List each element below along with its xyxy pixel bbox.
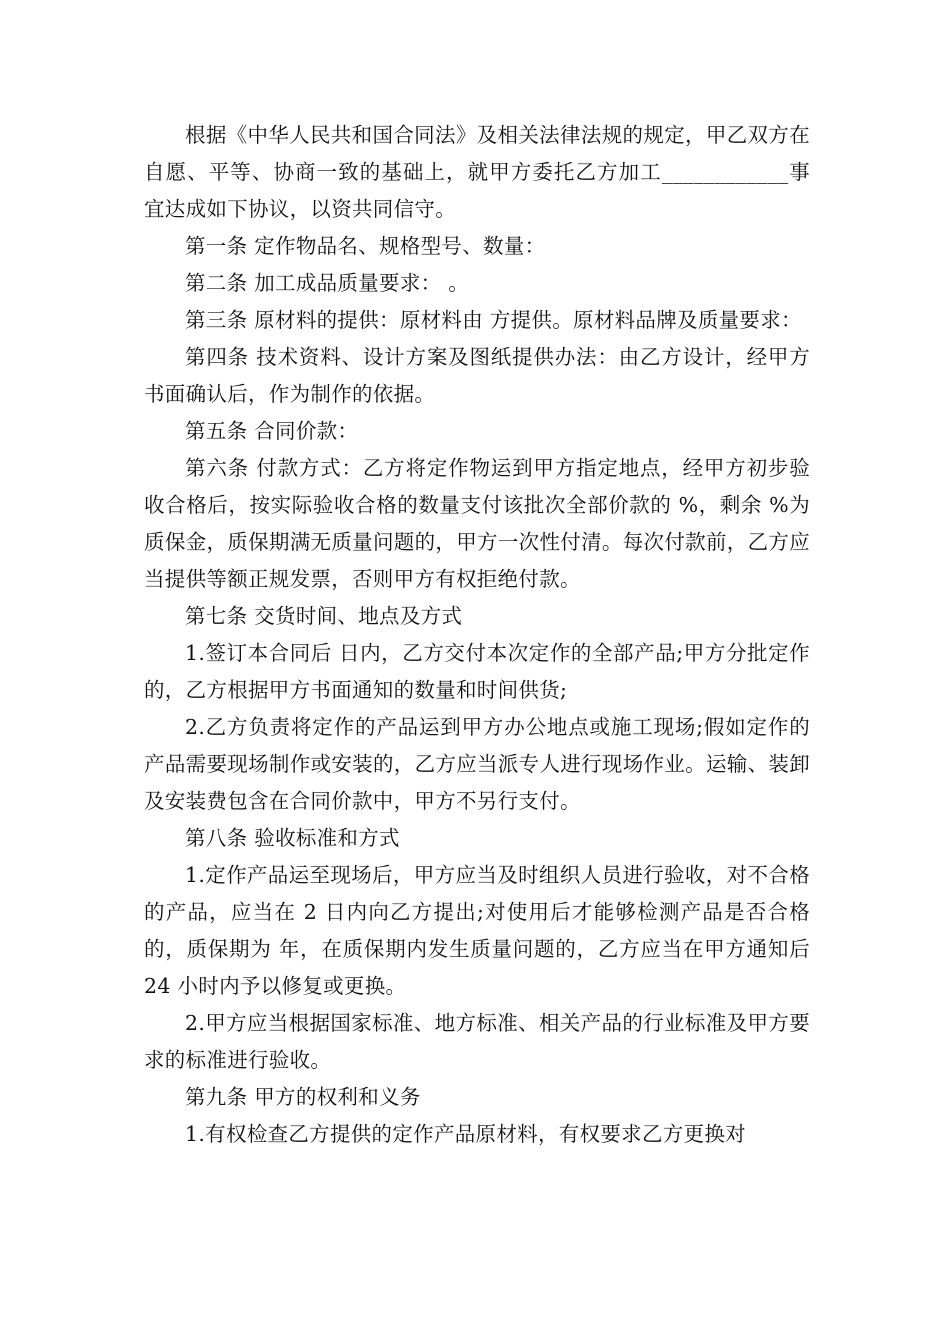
paragraph-article-7: 第七条 交货时间、地点及方式 <box>185 604 463 628</box>
paragraph-article-7-item-1: 1.签订本合同后 日内，乙方交付本次定作的全部产品;甲方分批定作的，乙方根据甲方书面通知的数量和时间供货; <box>144 641 810 702</box>
paragraph-article-2: 第二条 加工成品质量要求： 。 <box>185 271 470 295</box>
paragraph-article-9: 第九条 甲方的权利和义务 <box>185 1085 421 1109</box>
paragraph-article-5: 第五条 合同价款： <box>185 419 359 443</box>
document-body <box>144 117 810 1153</box>
paragraph-article-6: 第六条 付款方式：乙方将定作物运到甲方指定地点，经甲方初步验收合格后，按实际验收合格的数量支付该批次全部价款的 %，剩余 %为质保金，质保期满无质量问题的，甲方一次性付清。每次付款前，乙方应当提供等额正规发票，否则甲方有权拒绝付款。 <box>144 456 810 591</box>
paragraph-article-1: 第一条 定作物品名、规格型号、数量： <box>185 234 546 258</box>
paragraph-article-3: 第三条 原材料的提供：原材料由 方提供。原材料品牌及质量要求： <box>185 308 802 332</box>
paragraph-preamble: 根据《中华人民共和国合同法》及相关法律法规的规定，甲乙双方在自愿、平等、协商一致的基础上，就甲方委托乙方加工____________事宜达成如下协议，以资共同信守。 <box>144 123 810 221</box>
paragraph-article-8: 第八条 验收标准和方式 <box>185 826 400 850</box>
paragraph-article-8-item-1: 1.定作产品运至现场后，甲方应当及时组织人员进行验收，对不合格的产品，应当在 2 日内向乙方提出;对使用后才能够检测产品是否合格的，质保期为 年，在质保期内发生质量问题的，乙方应当在甲方通知后 24 小时内予以修复或更换。 <box>144 863 810 998</box>
paragraph-article-8-item-2: 2.甲方应当根据国家标准、地方标准、相关产品的行业标准及甲方要求的标准进行验收。 <box>144 1011 810 1072</box>
paragraph-article-9-item-1: 1.有权检查乙方提供的定作产品原材料，有权要求乙方更换对 <box>185 1122 746 1146</box>
paragraph-article-4: 第四条 技术资料、设计方案及图纸提供办法：由乙方设计，经甲方书面确认后，作为制作的依据。 <box>144 345 810 406</box>
paragraph-article-7-item-2: 2.乙方负责将定作的产品运到甲方办公地点或施工现场;假如定作的产品需要现场制作或安装的，乙方应当派专人进行现场作业。运输、装卸及安装费包含在合同价款中，甲方不另行支付。 <box>144 715 810 813</box>
